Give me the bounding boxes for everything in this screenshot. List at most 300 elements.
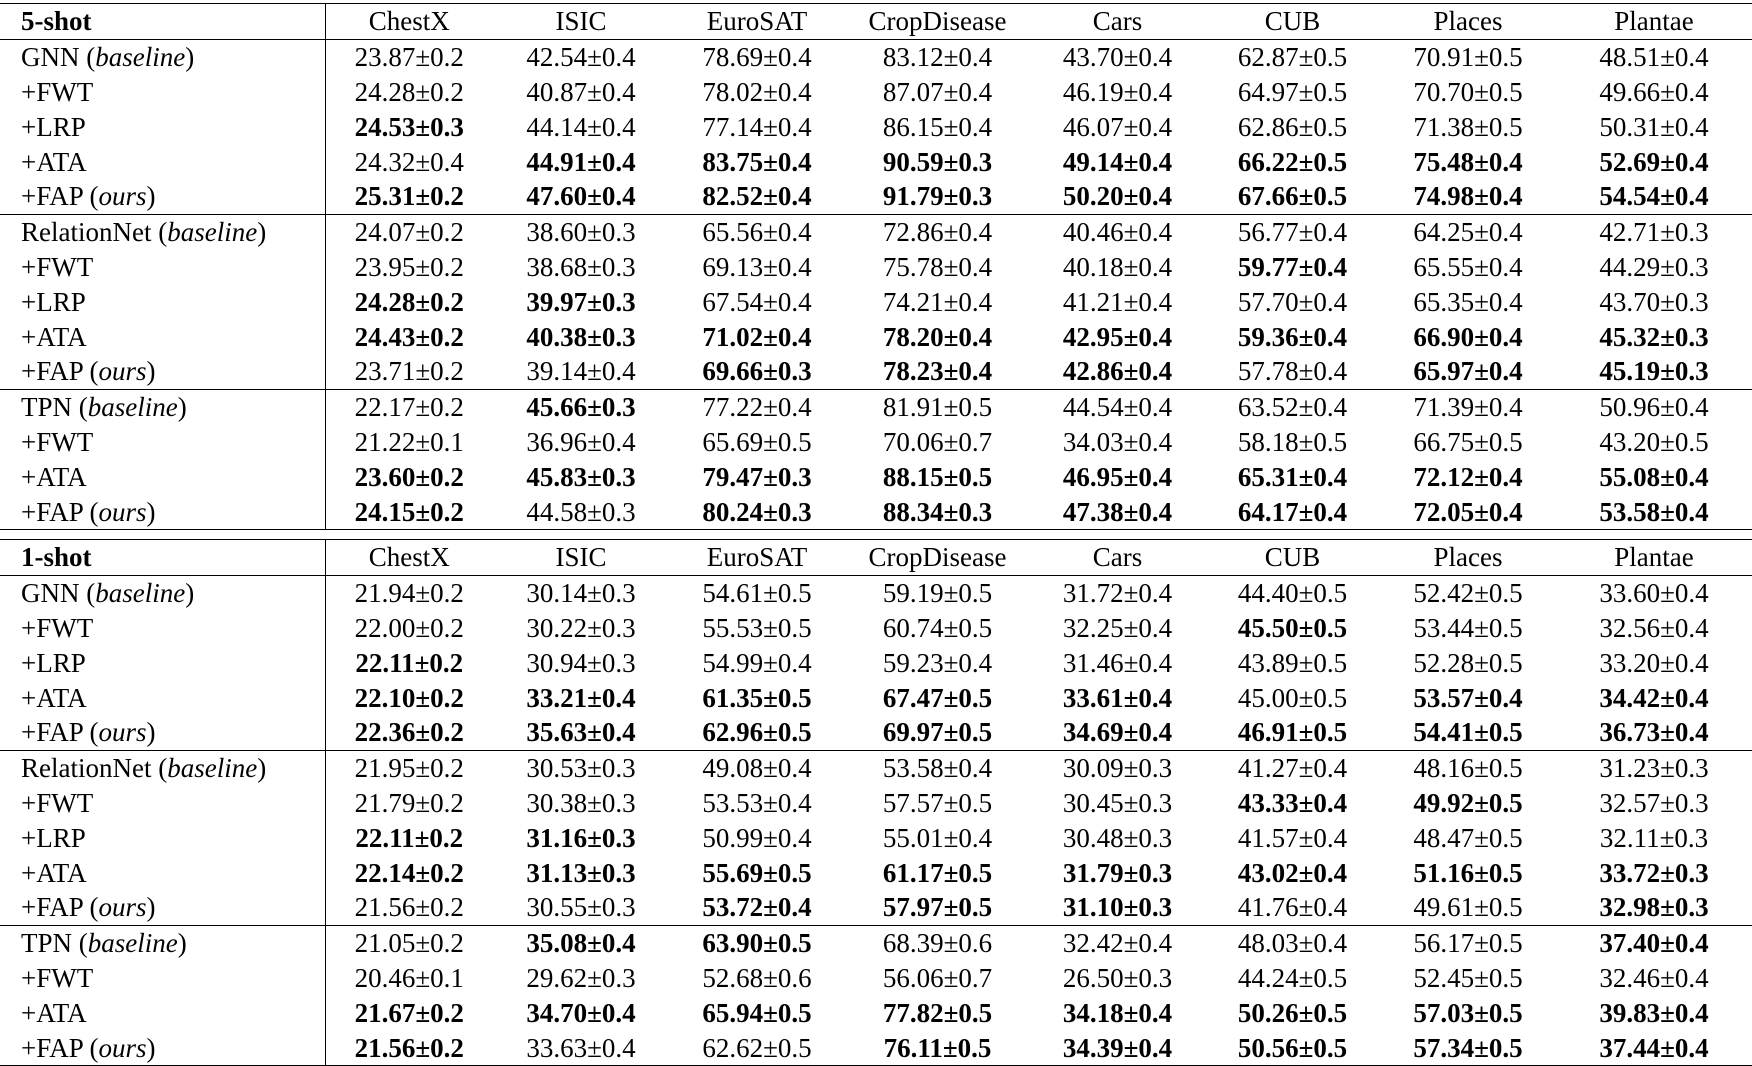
column-header: EuroSAT [669, 4, 845, 40]
method-tag: baseline [87, 928, 178, 959]
accuracy-cell: 40.38±0.3 [526, 321, 636, 352]
accuracy-cell: 47.60±0.4 [526, 181, 636, 212]
column-header: EuroSAT [669, 539, 845, 575]
method-name: +ATA [21, 461, 87, 492]
table-row [0, 494, 1752, 529]
accuracy-cell: 49.66±0.4 [1599, 76, 1709, 107]
method-tag: ours [98, 496, 147, 527]
accuracy-cell: 23.71±0.2 [354, 356, 464, 387]
accuracy-cell: 45.19±0.3 [1599, 356, 1709, 387]
table-row [0, 890, 1752, 925]
table-row [0, 179, 1752, 214]
accuracy-cell: 44.14±0.4 [526, 111, 636, 142]
accuracy-cell: 59.23±0.4 [882, 647, 993, 678]
accuracy-cell: 40.87±0.4 [526, 76, 636, 107]
method-cell [0, 425, 325, 460]
accuracy-cell: 39.14±0.4 [526, 356, 636, 387]
table-row [0, 354, 1752, 389]
accuracy-cell: 21.67±0.2 [354, 997, 464, 1028]
method-cell [0, 75, 325, 110]
accuracy-cell: 38.60±0.3 [493, 214, 669, 249]
accuracy-cell: 65.69±0.5 [702, 426, 812, 457]
accuracy-cell: 53.72±0.4 [702, 892, 812, 923]
accuracy-cell: 29.62±0.3 [526, 962, 636, 993]
accuracy-cell: 22.11±0.2 [355, 822, 464, 853]
accuracy-cell: 65.35±0.4 [1413, 286, 1523, 317]
accuracy-cell: 41.21±0.4 [1062, 286, 1173, 317]
method-name: +FWT [21, 426, 94, 457]
accuracy-cell: 32.25±0.4 [1062, 612, 1173, 643]
accuracy-cell: 87.07±0.4 [882, 76, 993, 107]
accuracy-cell: 51.16±0.5 [1413, 857, 1523, 888]
accuracy-cell: 24.53±0.3 [354, 111, 464, 142]
accuracy-cell: 42.95±0.4 [1062, 321, 1173, 352]
accuracy-cell: 22.14±0.2 [354, 857, 464, 888]
method-cell [0, 995, 325, 1030]
accuracy-cell: 61.35±0.5 [702, 682, 812, 713]
method-tag: baseline [167, 217, 258, 248]
accuracy-cell: 37.40±0.4 [1556, 925, 1752, 960]
method-cell: RelationNet (baseline) [0, 750, 325, 785]
method-cell: RelationNet (baseline) [0, 214, 325, 249]
table-row [0, 319, 1752, 354]
table-row [0, 820, 1752, 855]
accuracy-cell: 82.52±0.4 [702, 181, 812, 212]
accuracy-cell: 43.02±0.4 [1237, 857, 1348, 888]
header-row [0, 4, 1752, 40]
shot-label: 1-shot [0, 539, 325, 575]
method-tag: ours [98, 892, 147, 923]
accuracy-cell: 24.43±0.2 [354, 321, 464, 352]
accuracy-cell: 54.41±0.5 [1413, 717, 1523, 748]
column-header: ISIC [493, 4, 669, 40]
accuracy-cell: 72.05±0.4 [1380, 494, 1556, 529]
method-tag: baseline [167, 753, 258, 784]
table-row [0, 961, 1752, 996]
accuracy-cell: 32.11±0.3 [1599, 822, 1709, 853]
table-row [0, 645, 1752, 680]
header-row [0, 539, 1752, 575]
method-name: +LRP [21, 111, 86, 142]
accuracy-cell: 88.34±0.3 [845, 494, 1030, 529]
accuracy-cell: 54.61±0.5 [669, 575, 845, 610]
accuracy-cell: 46.19±0.4 [1062, 76, 1173, 107]
accuracy-cell: 78.20±0.4 [882, 321, 993, 352]
method-tag: baseline [95, 578, 186, 609]
column-header: CropDisease [845, 539, 1030, 575]
accuracy-cell: 38.68±0.3 [526, 251, 636, 282]
accuracy-cell: 32.98±0.3 [1599, 892, 1709, 923]
table-row [0, 611, 1752, 646]
accuracy-cell: 45.32±0.3 [1599, 321, 1709, 352]
method-name: +ATA [21, 857, 87, 888]
accuracy-cell: 77.22±0.4 [669, 389, 845, 424]
method-name: +FWT [21, 251, 94, 282]
accuracy-cell: 53.57±0.4 [1413, 682, 1523, 713]
accuracy-cell: 39.97±0.3 [526, 286, 636, 317]
accuracy-cell: 70.70±0.5 [1413, 76, 1523, 107]
column-header: Cars [1030, 539, 1205, 575]
accuracy-cell: 64.97±0.5 [1237, 76, 1348, 107]
accuracy-cell: 44.54±0.4 [1030, 389, 1205, 424]
accuracy-cell: 33.60±0.4 [1556, 575, 1752, 610]
accuracy-cell: 49.92±0.5 [1413, 787, 1523, 818]
accuracy-cell: 59.36±0.4 [1237, 321, 1348, 352]
shot-label: 5-shot [0, 4, 325, 40]
accuracy-cell: 88.15±0.5 [882, 461, 993, 492]
accuracy-cell: 55.69±0.5 [702, 857, 812, 888]
accuracy-cell: 53.53±0.4 [702, 787, 812, 818]
method-name: +LRP [21, 647, 86, 678]
accuracy-cell: 43.33±0.4 [1237, 787, 1348, 818]
table-separator [0, 529, 1752, 539]
accuracy-cell: 62.87±0.5 [1205, 39, 1380, 74]
accuracy-cell: 68.39±0.6 [845, 925, 1030, 960]
accuracy-cell: 59.77±0.4 [1237, 251, 1348, 282]
accuracy-cell: 41.57±0.4 [1237, 822, 1348, 853]
accuracy-cell: 53.58±0.4 [845, 750, 1030, 785]
table-row [0, 39, 1752, 74]
accuracy-cell: 31.13±0.3 [526, 857, 636, 888]
method-name: +FAP [21, 356, 83, 387]
accuracy-cell: 58.18±0.5 [1237, 426, 1348, 457]
accuracy-cell: 50.96±0.4 [1556, 389, 1752, 424]
accuracy-cell: 48.51±0.4 [1556, 39, 1752, 74]
accuracy-cell: 35.08±0.4 [493, 925, 669, 960]
accuracy-cell: 50.56±0.5 [1205, 1030, 1380, 1065]
accuracy-cell: 70.06±0.7 [882, 426, 993, 457]
accuracy-cell: 91.79±0.3 [882, 181, 993, 212]
accuracy-cell: 23.87±0.2 [325, 39, 493, 74]
accuracy-cell: 70.91±0.5 [1380, 39, 1556, 74]
accuracy-cell: 22.10±0.2 [354, 682, 464, 713]
accuracy-cell: 66.22±0.5 [1237, 146, 1348, 177]
accuracy-cell: 31.79±0.3 [1062, 857, 1173, 888]
method-name: +ATA [21, 682, 87, 713]
accuracy-cell: 24.07±0.2 [325, 214, 493, 249]
table-row [0, 855, 1752, 890]
method-name: +FWT [21, 787, 94, 818]
accuracy-cell: 32.46±0.4 [1599, 962, 1709, 993]
accuracy-cell: 33.63±0.4 [493, 1030, 669, 1065]
accuracy-cell: 50.20±0.4 [1062, 181, 1173, 212]
accuracy-cell: 67.66±0.5 [1237, 181, 1348, 212]
accuracy-cell: 34.03±0.4 [1062, 426, 1173, 457]
accuracy-cell: 21.56±0.2 [354, 892, 464, 923]
accuracy-cell: 69.97±0.5 [882, 717, 993, 748]
accuracy-cell: 50.99±0.4 [702, 822, 812, 853]
method-name: +ATA [21, 321, 87, 352]
table-row [0, 109, 1752, 144]
method-name: +FAP [21, 496, 83, 527]
column-header: Places [1380, 4, 1556, 40]
table-row [0, 425, 1752, 460]
accuracy-cell: 36.96±0.4 [526, 426, 636, 457]
table-row [0, 995, 1752, 1030]
accuracy-cell: 77.82±0.5 [882, 997, 993, 1028]
accuracy-cell: 35.63±0.4 [526, 717, 636, 748]
accuracy-cell: 46.95±0.4 [1062, 461, 1173, 492]
accuracy-cell: 33.20±0.4 [1599, 647, 1709, 678]
method-cell [0, 961, 325, 996]
accuracy-cell: 31.23±0.3 [1556, 750, 1752, 785]
accuracy-cell: 60.74±0.5 [882, 612, 993, 643]
accuracy-cell: 44.40±0.5 [1205, 575, 1380, 610]
accuracy-cell: 52.45±0.5 [1413, 962, 1523, 993]
accuracy-cell: 59.19±0.5 [845, 575, 1030, 610]
accuracy-cell: 52.69±0.4 [1599, 146, 1709, 177]
accuracy-cell: 80.24±0.3 [669, 494, 845, 529]
accuracy-cell: 50.26±0.5 [1237, 997, 1348, 1028]
method-cell: +FAP (ours) [0, 1030, 325, 1065]
accuracy-cell: 52.68±0.6 [702, 962, 812, 993]
accuracy-cell: 83.12±0.4 [845, 39, 1030, 74]
method-tag: ours [98, 717, 147, 748]
accuracy-cell: 41.27±0.4 [1205, 750, 1380, 785]
accuracy-cell: 21.79±0.2 [354, 787, 464, 818]
method-cell [0, 855, 325, 890]
accuracy-cell: 61.17±0.5 [882, 857, 993, 888]
accuracy-cell: 30.53±0.3 [493, 750, 669, 785]
method-name: +FAP [21, 181, 83, 212]
method-tag: ours [98, 356, 147, 387]
table-row [0, 680, 1752, 715]
method-tag: baseline [95, 42, 186, 73]
accuracy-cell: 83.75±0.4 [702, 146, 812, 177]
accuracy-cell: 43.89±0.5 [1237, 647, 1348, 678]
accuracy-cell: 34.69±0.4 [1062, 717, 1173, 748]
method-cell [0, 144, 325, 179]
accuracy-cell: 66.90±0.4 [1413, 321, 1523, 352]
table-row [0, 144, 1752, 179]
accuracy-cell: 23.95±0.2 [354, 251, 464, 282]
accuracy-cell: 90.59±0.3 [882, 146, 993, 177]
method-cell: +FAP (ours) [0, 494, 325, 529]
accuracy-cell: 57.03±0.5 [1413, 997, 1523, 1028]
method-name: +LRP [21, 822, 86, 853]
method-tag: ours [98, 1032, 147, 1063]
table-row [0, 575, 1752, 610]
method-cell [0, 820, 325, 855]
accuracy-cell: 40.46±0.4 [1030, 214, 1205, 249]
method-cell [0, 611, 325, 646]
table-row [0, 786, 1752, 821]
accuracy-cell: 65.31±0.4 [1237, 461, 1348, 492]
accuracy-cell: 72.86±0.4 [845, 214, 1030, 249]
accuracy-cell: 22.00±0.2 [354, 612, 464, 643]
accuracy-cell: 48.47±0.5 [1413, 822, 1523, 853]
method-cell: GNN (baseline) [0, 575, 325, 610]
accuracy-cell: 56.06±0.7 [882, 962, 993, 993]
accuracy-cell: 49.61±0.5 [1413, 892, 1523, 923]
method-cell: +FAP (ours) [0, 179, 325, 214]
accuracy-cell: 30.55±0.3 [526, 892, 636, 923]
method-name: +FWT [21, 76, 94, 107]
table-row [0, 214, 1752, 249]
accuracy-cell: 78.69±0.4 [669, 39, 845, 74]
method-cell [0, 250, 325, 285]
accuracy-cell: 30.94±0.3 [526, 647, 636, 678]
accuracy-cell: 57.57±0.5 [882, 787, 993, 818]
accuracy-cell: 54.54±0.4 [1599, 181, 1709, 212]
method-name: +ATA [21, 997, 87, 1028]
method-cell: TPN (baseline) [0, 925, 325, 960]
method-name: TPN [21, 392, 73, 423]
accuracy-cell: 34.18±0.4 [1062, 997, 1173, 1028]
accuracy-cell: 67.54±0.4 [702, 286, 812, 317]
accuracy-cell: 36.73±0.4 [1599, 717, 1709, 748]
method-tag: baseline [87, 392, 178, 423]
method-name: +LRP [21, 286, 86, 317]
column-header: ChestX [325, 4, 493, 40]
accuracy-cell: 44.91±0.4 [526, 146, 636, 177]
accuracy-cell: 43.20±0.5 [1599, 426, 1709, 457]
accuracy-cell: 30.45±0.3 [1062, 787, 1173, 818]
accuracy-cell: 23.60±0.2 [354, 461, 464, 492]
method-cell [0, 284, 325, 319]
accuracy-cell: 62.96±0.5 [702, 717, 812, 748]
accuracy-cell: 76.11±0.5 [845, 1030, 1030, 1065]
accuracy-cell: 43.70±0.4 [1030, 39, 1205, 74]
table-row [0, 75, 1752, 110]
column-header: Cars [1030, 4, 1205, 40]
method-cell: TPN (baseline) [0, 389, 325, 424]
accuracy-cell: 56.77±0.4 [1205, 214, 1380, 249]
accuracy-cell: 30.14±0.3 [493, 575, 669, 610]
accuracy-cell: 34.70±0.4 [526, 997, 636, 1028]
accuracy-cell: 52.28±0.5 [1413, 647, 1523, 678]
method-name: +FAP [21, 892, 83, 923]
table-row [0, 389, 1752, 424]
accuracy-cell: 63.52±0.4 [1205, 389, 1380, 424]
accuracy-cell: 78.23±0.4 [882, 356, 993, 387]
method-cell [0, 109, 325, 144]
accuracy-cell: 79.47±0.3 [702, 461, 812, 492]
method-cell: GNN (baseline) [0, 39, 325, 74]
accuracy-cell: 21.05±0.2 [325, 925, 493, 960]
accuracy-cell: 55.01±0.4 [882, 822, 993, 853]
accuracy-cell: 33.21±0.4 [526, 682, 636, 713]
method-name: +FWT [21, 612, 94, 643]
method-name: RelationNet [21, 217, 152, 248]
accuracy-cell: 41.76±0.4 [1237, 892, 1348, 923]
accuracy-cell: 71.02±0.4 [702, 321, 812, 352]
accuracy-cell: 32.57±0.3 [1599, 787, 1709, 818]
method-cell: +FAP (ours) [0, 715, 325, 750]
method-name: +FAP [21, 717, 83, 748]
accuracy-cell: 45.50±0.5 [1237, 612, 1348, 643]
accuracy-cell: 45.66±0.3 [493, 389, 669, 424]
accuracy-cell: 50.31±0.4 [1599, 111, 1709, 142]
accuracy-cell: 64.17±0.4 [1205, 494, 1380, 529]
accuracy-cell: 77.14±0.4 [702, 111, 812, 142]
method-name: +ATA [21, 146, 87, 177]
accuracy-cell: 45.83±0.3 [526, 461, 636, 492]
accuracy-cell: 49.08±0.4 [669, 750, 845, 785]
accuracy-cell: 24.28±0.2 [354, 286, 464, 317]
column-header: CropDisease [845, 4, 1030, 40]
method-name: RelationNet [21, 753, 152, 784]
accuracy-cell: 49.14±0.4 [1062, 146, 1173, 177]
table-row [0, 1030, 1752, 1065]
accuracy-cell: 20.46±0.1 [354, 962, 464, 993]
accuracy-cell: 65.97±0.4 [1413, 356, 1523, 387]
method-cell [0, 319, 325, 354]
method-name: TPN [21, 928, 73, 959]
accuracy-cell: 66.75±0.5 [1413, 426, 1523, 457]
accuracy-cell: 22.11±0.2 [355, 647, 464, 678]
accuracy-cell: 30.09±0.3 [1030, 750, 1205, 785]
accuracy-cell: 57.34±0.5 [1380, 1030, 1556, 1065]
accuracy-cell: 21.94±0.2 [325, 575, 493, 610]
accuracy-cell: 31.72±0.4 [1030, 575, 1205, 610]
accuracy-cell: 30.48±0.3 [1062, 822, 1173, 853]
accuracy-cell: 57.78±0.4 [1237, 356, 1348, 387]
accuracy-cell: 72.12±0.4 [1413, 461, 1523, 492]
accuracy-cell: 71.38±0.5 [1413, 111, 1523, 142]
accuracy-cell: 67.47±0.5 [882, 682, 993, 713]
accuracy-cell: 56.17±0.5 [1380, 925, 1556, 960]
accuracy-cell: 65.56±0.4 [669, 214, 845, 249]
accuracy-cell: 57.97±0.5 [882, 892, 993, 923]
accuracy-cell: 33.72±0.3 [1599, 857, 1709, 888]
accuracy-cell: 22.17±0.2 [325, 389, 493, 424]
accuracy-cell: 44.29±0.3 [1599, 251, 1709, 282]
column-header: ChestX [325, 539, 493, 575]
accuracy-cell: 42.54±0.4 [493, 39, 669, 74]
accuracy-cell: 69.13±0.4 [702, 251, 812, 282]
accuracy-cell: 21.56±0.2 [325, 1030, 493, 1065]
accuracy-cell: 42.86±0.4 [1062, 356, 1173, 387]
accuracy-cell: 69.66±0.3 [702, 356, 812, 387]
method-name: +FAP [21, 1032, 83, 1063]
accuracy-cell: 44.58±0.3 [493, 494, 669, 529]
accuracy-cell: 57.70±0.4 [1237, 286, 1348, 317]
accuracy-cell: 86.15±0.4 [882, 111, 993, 142]
accuracy-cell: 52.42±0.5 [1380, 575, 1556, 610]
accuracy-cell: 71.39±0.4 [1380, 389, 1556, 424]
accuracy-cell: 74.98±0.4 [1413, 181, 1523, 212]
accuracy-cell: 55.53±0.5 [702, 612, 812, 643]
accuracy-cell: 34.42±0.4 [1599, 682, 1709, 713]
accuracy-cell: 48.16±0.5 [1380, 750, 1556, 785]
accuracy-cell: 43.70±0.3 [1599, 286, 1709, 317]
accuracy-cell: 78.02±0.4 [702, 76, 812, 107]
accuracy-cell: 46.07±0.4 [1062, 111, 1173, 142]
method-cell [0, 459, 325, 494]
accuracy-cell: 30.22±0.3 [526, 612, 636, 643]
table-row [0, 284, 1752, 319]
column-header: CUB [1205, 539, 1380, 575]
accuracy-cell: 48.03±0.4 [1205, 925, 1380, 960]
accuracy-cell: 44.24±0.5 [1237, 962, 1348, 993]
column-header: Places [1380, 539, 1556, 575]
accuracy-cell: 24.15±0.2 [325, 494, 493, 529]
accuracy-cell: 45.00±0.5 [1237, 682, 1348, 713]
accuracy-cell: 21.95±0.2 [325, 750, 493, 785]
accuracy-cell: 31.16±0.3 [526, 822, 636, 853]
accuracy-cell: 32.56±0.4 [1599, 612, 1709, 643]
accuracy-cell: 62.62±0.5 [669, 1030, 845, 1065]
method-name: GNN [21, 42, 80, 73]
accuracy-cell: 21.22±0.1 [354, 426, 464, 457]
accuracy-cell: 64.25±0.4 [1380, 214, 1556, 249]
column-header: ISIC [493, 539, 669, 575]
table-row [0, 459, 1752, 494]
accuracy-cell: 34.39±0.4 [1030, 1030, 1205, 1065]
table-row [0, 750, 1752, 785]
table-row [0, 925, 1752, 960]
